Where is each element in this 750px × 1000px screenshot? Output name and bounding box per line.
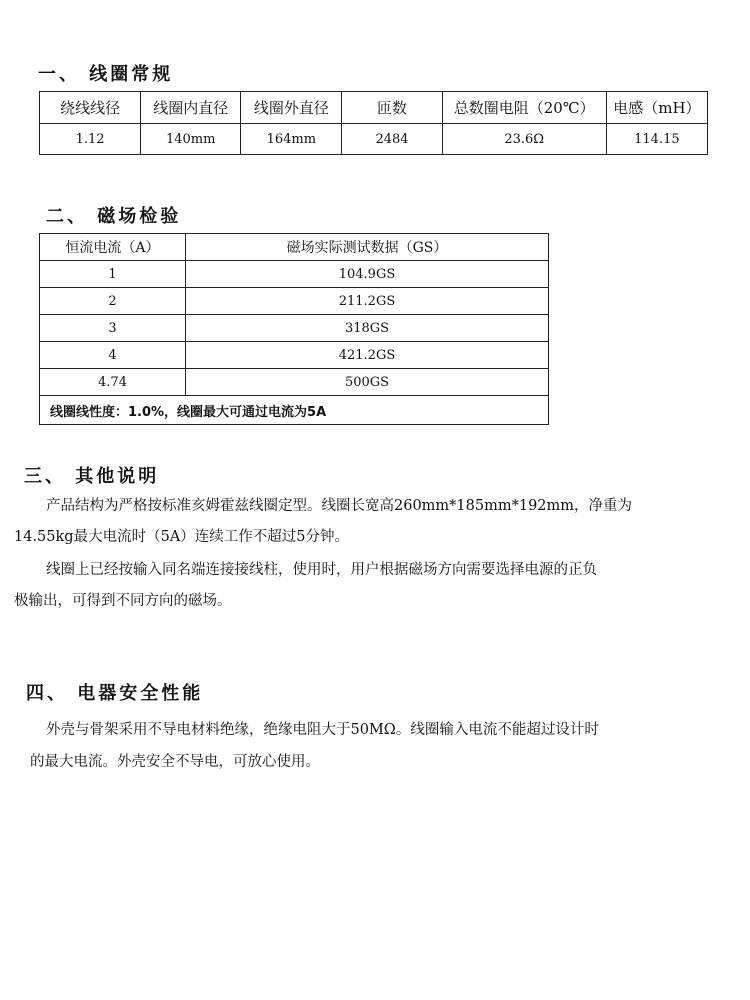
section-heading-other: 三、 其他说明 bbox=[24, 466, 160, 487]
table-header-cell: 线圈外直径 bbox=[241, 92, 342, 124]
section-heading-safety: 四、 电器安全性能 bbox=[26, 683, 204, 704]
coil-spec-table bbox=[39, 91, 708, 155]
table-cell: 1.12 bbox=[40, 124, 141, 155]
paragraph-line: 线圈上已经按输入同名端连接接线柱，使用时，用户根据磁场方向需要选择电源的正负 bbox=[46, 562, 597, 578]
table-header-cell: 磁场实际测试数据（GS） bbox=[186, 234, 549, 261]
table-cell: 2 bbox=[40, 288, 186, 315]
table-cell: 421.2GS bbox=[186, 342, 549, 369]
table-cell: 3 bbox=[40, 315, 186, 342]
table-header-cell: 绕线线径 bbox=[40, 92, 141, 124]
paragraph-line: 极输出，可得到不同方向的磁场。 bbox=[14, 593, 232, 609]
table-header-cell: 电感（mH） bbox=[606, 92, 707, 124]
table-header-cell: 线圈内直径 bbox=[141, 92, 241, 124]
table-cell: 318GS bbox=[186, 315, 549, 342]
table-cell: 104.9GS bbox=[186, 261, 549, 288]
table-cell: 4 bbox=[40, 342, 186, 369]
table-cell: 500GS bbox=[186, 369, 549, 396]
table-cell: 2484 bbox=[342, 124, 442, 155]
table-cell: 23.6Ω bbox=[442, 124, 606, 155]
table-row bbox=[40, 288, 549, 315]
table-row bbox=[40, 315, 549, 342]
table-cell: 211.2GS bbox=[186, 288, 549, 315]
magnetic-test-table bbox=[39, 233, 549, 425]
table-row bbox=[40, 342, 549, 369]
table-row bbox=[40, 261, 549, 288]
paragraph-line: 外壳与骨架采用不导电材料绝缘，绝缘电阻大于50MΩ。线圈输入电流不能超过设计时 bbox=[46, 722, 599, 738]
table-cell: 4.74 bbox=[40, 369, 186, 396]
table-row bbox=[40, 369, 549, 396]
table-cell: 1 bbox=[40, 261, 186, 288]
table-cell: 140mm bbox=[141, 124, 241, 155]
coil-header-row bbox=[40, 92, 708, 124]
section-heading-coil: 一、 线圈常规 bbox=[38, 64, 174, 85]
table-cell: 114.15 bbox=[606, 124, 707, 155]
paragraph-line: 14.55kg最大电流时（5A）连续工作不超过5分钟。 bbox=[14, 529, 349, 545]
table-header-cell: 恒流电流（A） bbox=[40, 234, 186, 261]
table-header-cell: 总数圈电阻（20℃） bbox=[442, 92, 606, 124]
table-header-cell: 匝数 bbox=[342, 92, 442, 124]
paragraph-line: 的最大电流。外壳安全不导电，可放心使用。 bbox=[30, 754, 320, 770]
section-heading-magnetic: 二、 磁场检验 bbox=[46, 206, 182, 227]
linearity-note: 线圈线性度：1.0%，线圈最大可通过电流为5A bbox=[40, 396, 549, 425]
magnetic-header-row bbox=[40, 234, 549, 261]
linearity-note-row bbox=[40, 396, 549, 425]
coil-value-row bbox=[40, 124, 708, 155]
table-cell: 164mm bbox=[241, 124, 342, 155]
paragraph-line: 产品结构为严格按标准亥姆霍兹线圈定型。线圈长宽高260mm*185mm*192mm，净重为 bbox=[46, 498, 633, 514]
